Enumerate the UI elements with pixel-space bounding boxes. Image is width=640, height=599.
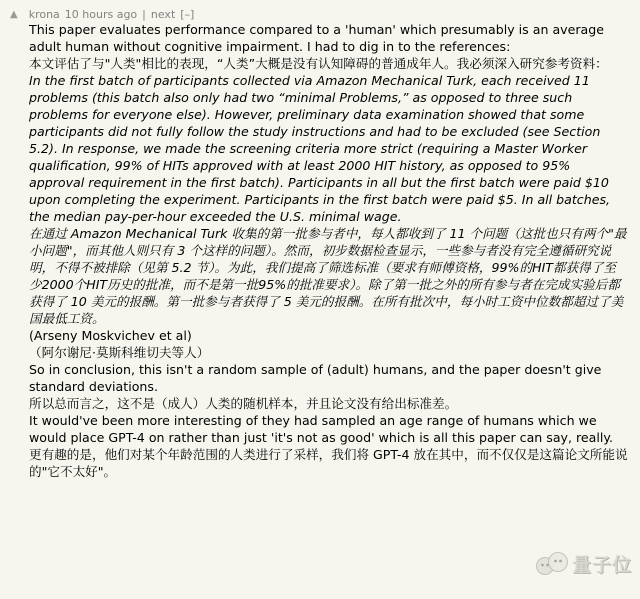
upvote-arrow-icon[interactable]: ▲ (10, 9, 18, 20)
attribution-zh: （阿尔谢尼·莫斯科维切夫等人） (29, 345, 210, 360)
comment-author-link[interactable]: krona (28, 8, 60, 21)
next-comment-link[interactable]: next (150, 8, 176, 21)
paragraph-intro-en: This paper evaluates performance compared to a 'human' which presumably is an average adult human without cognitive impairment. I had to dig in to the references: (29, 22, 605, 54)
remark-zh: 更有趣的是，他们对某个年龄范围的人类进行了采样，我们将 GPT-4 放在其中，而不仅仅是这篇论文所能说的"它不太好"。 (29, 447, 628, 479)
paragraph-intro-zh: 本文评估了与"人类"相比的表现，“人类”大概是没有认知障碍的普通成年人。我必须深入研究参考资料： (29, 56, 608, 71)
conclusion-zh: 所以总而言之，这不是（成人）人类的随机样本，并且论文没有给出标准差。 (29, 396, 458, 411)
blockquote-reference-en: In the first batch of participants collected via Amazon Mechanical Turk, each received 11 problems (this batch also only had two “minimal Problems,” as opposed to three such problems for everyone else). However, preliminary data examination showed that some participants did not fully follow the study instructions and had to be excluded (see Section 5.2). In response, we made the screening criteria more strict (requiring a Master Worker qualification, 99% of HITs approved with at least 2000 HIT history, as opposed to 95% approval requirement in the first batch). Participants in all but the first batch were paid $10 upon completing the experiment. Participants in the first batch were paid $5. In all batches, the median pay-per-hour exceeded the U.S. minimal wage. (29, 73, 611, 224)
conclusion-en: So in conclusion, this isn't a random sample of (adult) humans, and the paper doesn't give standard deviations. (29, 362, 602, 394)
watermark-text: 量子位 (571, 553, 632, 576)
remark-en: It would've been more interesting of they had sampled an age range of humans which we would place GPT-4 on rather than just 'it's not as good' which is all this paper can say, really. (29, 413, 614, 445)
qbitai-mascot-icon (533, 549, 571, 577)
collapse-toggle[interactable]: [–] (180, 8, 195, 21)
attribution-en: (Arseny Moskvichev et al) (29, 328, 192, 343)
comment-body (0, 21, 640, 480)
header-separator: | (142, 8, 146, 21)
comment-header (0, 0, 640, 21)
qbitai-watermark (533, 549, 632, 577)
comment-age-link[interactable]: 10 hours ago (64, 8, 138, 21)
blockquote-reference-zh: 在通过 Amazon Mechanical Turk 收集的第一批参与者中，每人都收到了 11 个问题（这批也只有两个"最小问题"，而其他人则只有 3 个这样的问题）。然而，初步数据检查显示，一些参与者没有完全遵循研究说明，不得不被排除（见第 5.2 节）。为此，我们提高了筛选标准（要求有师傅资格，99%的HIT都获得了至少2000个HIT历史的批准，而不是第一批95%的批准要求）。除了第一批之外的所有参与者在完成实验后都获得了 10 美元的报酬。第一批参与者获得了 5 美元的报酬。在所有批次中，每小时工资中位数都超过了美国最低工资。 (29, 226, 627, 326)
